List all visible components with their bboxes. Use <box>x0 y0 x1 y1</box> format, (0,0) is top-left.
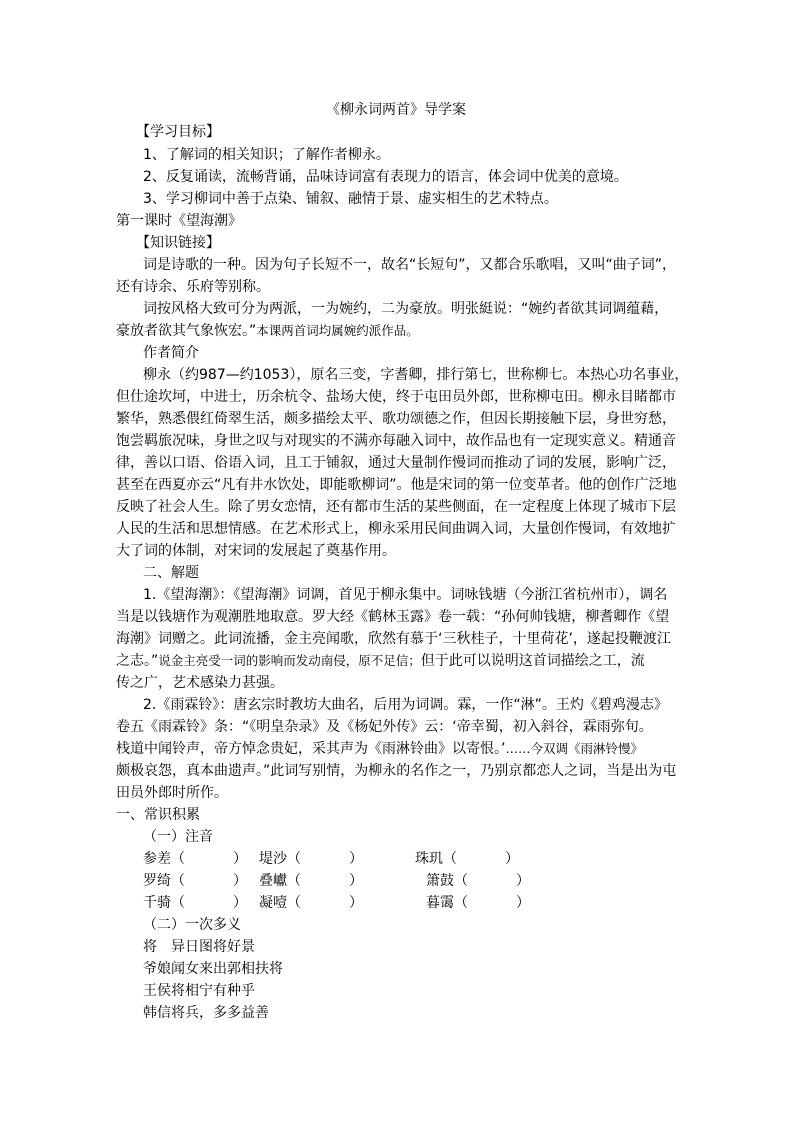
paragraph-line: 颇极哀怨，真本曲遗声。”此词写别情，为柳永的名作之一，乃别京都恋人之词，当是出为屯 <box>116 763 677 779</box>
pinyin-term: 凝噎（ <box>259 895 301 911</box>
paragraph-line: 田员外郎时所作。 <box>116 785 228 801</box>
common-heading: 一、常识积累 <box>116 807 200 823</box>
paragraph-line: 传之广，艺术感染力甚强。 <box>116 675 284 691</box>
paragraph-line: 1.《望海潮》：《望海潮》词调，首见于柳永集中。词咏钱塘（今浙江省杭州市），调名 <box>143 587 668 603</box>
paragraph-line: 反映了社会人生。除了男女恋情，还有都市生活的某些侧面，在一定程度上体现了城市下层 <box>116 499 676 515</box>
pinyin-term: 堤沙（ <box>259 851 301 867</box>
paragraph-line: 还有诗余、乐府等别称。 <box>116 279 270 295</box>
page-title: 《柳永词两首》导学案 <box>326 102 466 118</box>
polysemy-word: 将 <box>143 939 157 955</box>
paragraph-line: 律，善以口语、俗语入词，且工于铺叙，通过大量制作慢词而推动了词的发展，影响广泛， <box>116 455 676 471</box>
lesson-heading: 第一课时《望海潮》 <box>116 213 242 229</box>
pinyin-term: 参差（ <box>143 851 185 867</box>
pinyin-close: ） <box>516 873 530 889</box>
paragraph-line: 当是以钱塘作为观潮胜地取意。罗大经《鹤林玉露》卷一载：“孙何帅钱塘，柳耆卿作《望 <box>116 609 670 625</box>
polysemy-example: 爷娘闻女来出郭相扶将 <box>143 961 283 977</box>
pinyin-close: ） <box>233 895 247 911</box>
pinyin-close: ） <box>349 851 363 867</box>
text-run: 之志。” <box>116 653 159 669</box>
pinyin-row <box>259 892 363 914</box>
polysemy-example: 异日图将好景 <box>171 939 255 955</box>
text-run: 说金主亮受一词的影响而发动南侵，原不足信； <box>158 653 421 668</box>
pinyin-term: 珠玑（ <box>415 851 457 867</box>
paragraph-line: 柳永（约987—约1053），原名三变，字耆卿，排行第七，世称柳七。本热心功名事业， <box>143 367 689 383</box>
paragraph-line: 海潮》词赠之。此词流播，金主亮闻歌，欣然有慕于‘三秋桂子，十里荷花’，遂起投鞭渡江 <box>116 631 671 647</box>
polysemy-example: 韩信将兵，多多益善 <box>143 1005 269 1021</box>
paragraph-line: 大了词的体制，对宋词的发展起了奠基作用。 <box>116 543 396 559</box>
paragraph-line: 但仕途坎坷，中进士，历余杭令、盐场大使，终于屯田员外郎，世称柳屯田。柳永目睹都市 <box>116 389 676 405</box>
pinyin-row <box>143 870 247 892</box>
pinyin-close: ） <box>505 851 519 867</box>
knowledge-heading: 【知识链接】 <box>136 235 220 251</box>
pinyin-row <box>143 848 247 870</box>
pinyin-row <box>426 892 530 914</box>
paragraph-line: 繁华，熟悉偎红倚翠生活，颇多描绘太平、歌功颂德之作，但因长期接触下层，身世穷愁， <box>116 411 676 427</box>
pinyin-close: ） <box>233 851 247 867</box>
pinyin-row <box>259 870 363 892</box>
pinyin-row <box>426 870 530 892</box>
pinyin-close: ） <box>349 873 363 889</box>
paragraph-line: 词按风格大致可分为两派，一为婉约，二为豪放。明张綎说：“婉约者欲其词调蕴藉， <box>143 301 669 317</box>
paragraph-line: 2.《雨霖铃》：唐玄宗时教坊大曲名，后用为词调。霖，一作“淋”。王灼《碧鸡漫志》 <box>143 697 668 713</box>
text-run: 栈道中闻铃声，帝方悼念贵妃，采其声为《雨淋铃曲》以寄恨。’ <box>116 741 506 757</box>
objective-item: 2、反复诵读，流畅背诵，品味诗词富有表现力的语言，体会词中优美的意境。 <box>143 169 628 185</box>
objective-item: 1、了解词的相关知识；了解作者柳永。 <box>143 147 390 163</box>
pinyin-term: 千骑（ <box>143 895 185 911</box>
paragraph-line <box>116 738 643 760</box>
paragraph-line: 卷五《雨霖铃》条：“《明皇杂录》及《杨妃外传》云：‘帝幸蜀，初入斜谷，霖雨弥旬。 <box>116 719 653 735</box>
pinyin-row <box>143 892 247 914</box>
explanation-heading: 二、解题 <box>143 565 199 581</box>
pinyin-close: ） <box>516 895 530 911</box>
text-run: ……今双调《雨淋铃慢》 <box>505 741 643 756</box>
paragraph-line: 甚至在西夏亦云“凡有井水饮处，即能歌柳词”。他是宋词的第一位变革者。他的创作广泛地 <box>116 477 677 493</box>
polysemy-row <box>143 936 255 958</box>
pinyin-close: ） <box>233 873 247 889</box>
text-run: 豪放者欲其气象恢宏。” <box>116 323 257 339</box>
polysemy-heading: （二）一次多义 <box>143 917 241 933</box>
paragraph-line <box>116 320 419 342</box>
objective-item: 3、学习柳词中善于点染、铺叙、融情于景、虚实相生的艺术特点。 <box>143 191 558 207</box>
objectives-heading: 【学习目标】 <box>136 124 220 140</box>
pinyin-heading: （一）注音 <box>143 829 213 845</box>
author-heading: 作者简介 <box>143 345 199 361</box>
polysemy-example: 王侯将相宁有种乎 <box>143 983 255 999</box>
pinyin-term: 箫鼓（ <box>426 873 468 889</box>
pinyin-term: 暮霭（ <box>426 895 468 911</box>
paragraph-line: 人民的生活和思想情感。在艺术形式上，柳永采用民间曲调入词，大量创作慢词，有效地扩 <box>116 521 676 537</box>
pinyin-close: ） <box>349 895 363 911</box>
pinyin-term: 叠巘（ <box>259 873 301 889</box>
pinyin-row <box>415 848 519 870</box>
pinyin-row <box>259 848 363 870</box>
pinyin-term: 罗绮（ <box>143 873 185 889</box>
paragraph-line: 饱尝羁旅况味，身世之叹与对现实的不满亦每融入词中，故作品也有一定现实意义。精通音 <box>116 433 676 449</box>
paragraph-line: 词是诗歌的一种。因为句子长短不一，故名“长短句”，又都合乐歌唱，又叫“曲子词”， <box>143 257 677 273</box>
text-run: 本课两首词均属婉约派作品。 <box>256 323 419 338</box>
paragraph-line <box>116 650 645 672</box>
text-run: 但于此可以说明这首词描绘之工，流 <box>420 653 645 669</box>
